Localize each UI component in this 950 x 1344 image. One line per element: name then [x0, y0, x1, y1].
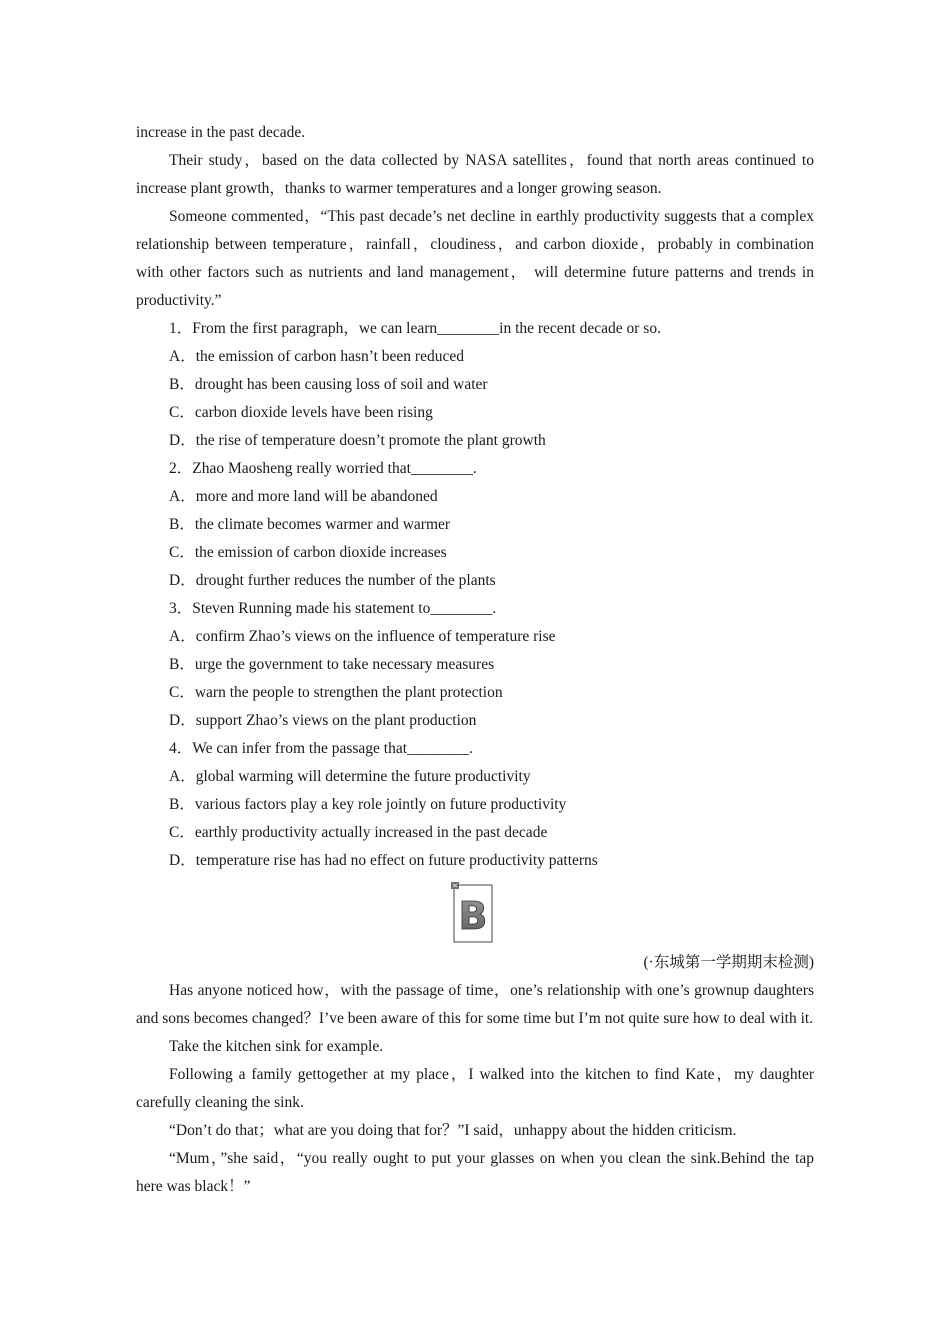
option-d: D．temperature rise has had no effect on future productivity patterns [169, 852, 598, 869]
option-b: B．drought has been causing loss of soil and water [169, 376, 488, 393]
source-citation: (·东城第一学期期末检测) [643, 954, 814, 971]
paragraph: Following a family gettogether at my place，I walked into the kitchen to find Kate，my daughter carefully cleaning the sink. [136, 1066, 814, 1111]
question-stem: 3．Steven Running made his statement to________. [169, 600, 497, 617]
question-stem: 4．We can infer from the passage that________. [169, 740, 473, 757]
question-stem: 2．Zhao Maosheng really worried that________. [169, 460, 477, 477]
question-3 [136, 595, 814, 735]
option-a: A．global warming will determine the future productivity [169, 768, 531, 785]
option-c: C．earthly productivity actually increased in the past decade [169, 824, 548, 841]
passage-a [136, 119, 814, 315]
paragraph: increase in the past decade. [136, 124, 306, 141]
question-2 [136, 455, 814, 595]
option-d: D．drought further reduces the number of the plants [169, 572, 496, 589]
paragraph: Take the kitchen sink for example. [169, 1038, 384, 1055]
document-page [136, 119, 814, 1201]
option-c: C．carbon dioxide levels have been rising [169, 404, 433, 421]
badge-letter: B [458, 894, 488, 938]
question-1 [136, 315, 814, 455]
passage-b [136, 977, 814, 1201]
paragraph: “Don’t do that；what are you doing that for？”I said，unhappy about the hidden criticism. [169, 1122, 737, 1139]
question-list [136, 315, 814, 875]
option-d: D．support Zhao’s views on the plant production [169, 712, 477, 729]
option-a: A．the emission of carbon hasn’t been reduced [169, 348, 464, 365]
section-b-badge-icon [450, 881, 496, 945]
option-b: B．the climate becomes warmer and warmer [169, 516, 451, 533]
option-a: A．more and more land will be abandoned [169, 488, 438, 505]
paragraph: Their study，based on the data collected by NASA satellites，found that north areas continued to increase plant growth，thanks to warmer temperatures and a longer growing season. [136, 152, 814, 197]
option-c: C．warn the people to strengthen the plant protection [169, 684, 503, 701]
option-d: D．the rise of temperature doesn’t promote the plant growth [169, 432, 546, 449]
option-c: C．the emission of carbon dioxide increases [169, 544, 447, 561]
paragraph: “Mum，”she said，“you really ought to put your glasses on when you clean the sink.Behind the tap here was black！” [136, 1150, 814, 1195]
option-b: B．various factors play a key role jointly on future productivity [169, 796, 567, 813]
question-4 [136, 735, 814, 875]
question-stem: 1．From the first paragraph，we can learn________in the recent decade or so. [169, 320, 661, 337]
paragraph: Someone commented，“This past decade’s net decline in earthly productivity suggests that a complex relationship between temperature，rainfall，cloudiness，and carbon dioxide，probably in combination with other factors such as nutrients and land management， will determine future patterns and trends in productivity.” [136, 208, 814, 309]
option-b: B．urge the government to take necessary measures [169, 656, 495, 673]
option-a: A．confirm Zhao’s views on the influence of temperature rise [169, 628, 556, 645]
paragraph: Has anyone noticed how，with the passage of time，one’s relationship with one’s grownup daughters and sons becomes changed？I’ve been aware of this for some time but I’m not quite sure how to deal with it. [136, 982, 814, 1027]
